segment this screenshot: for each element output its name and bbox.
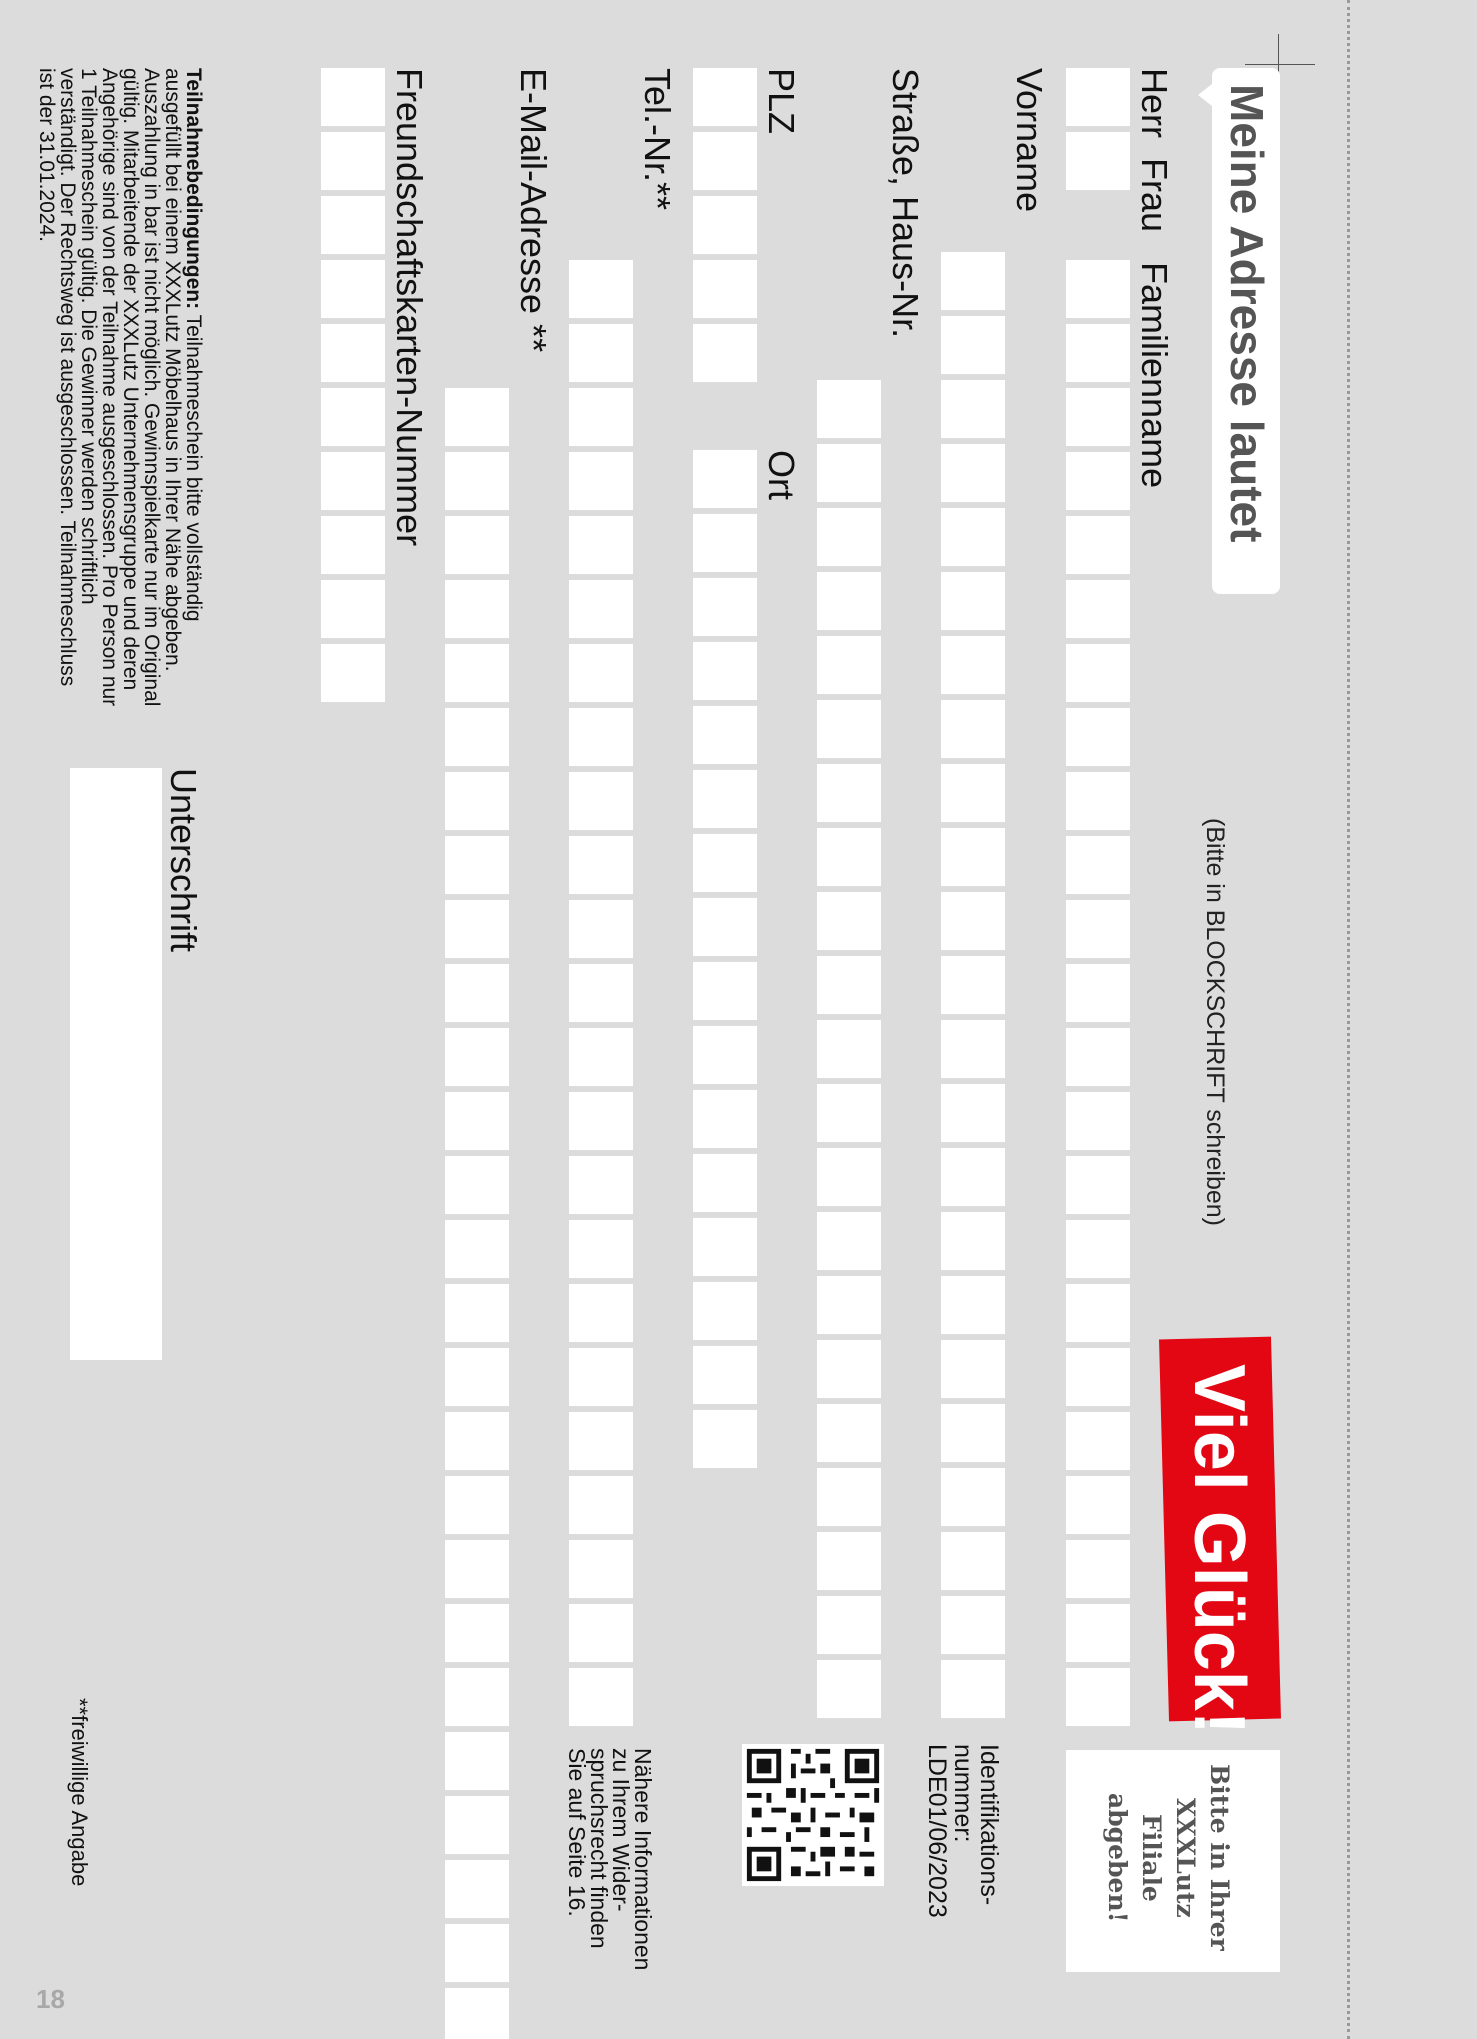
letter-box[interactable] — [1066, 1284, 1130, 1342]
letter-box[interactable] — [693, 1410, 757, 1468]
letter-box[interactable] — [445, 1284, 509, 1342]
letter-box[interactable] — [941, 828, 1005, 886]
letter-box[interactable] — [817, 444, 881, 502]
label-tel: Tel.-Nr.** — [637, 68, 678, 211]
letter-box[interactable] — [693, 260, 757, 318]
letter-box[interactable] — [445, 900, 509, 958]
letter-box[interactable] — [445, 1860, 509, 1918]
label-familienname: Familienname — [1134, 262, 1175, 489]
email-boxes[interactable] — [445, 388, 509, 2039]
strasse-boxes[interactable] — [817, 380, 881, 1718]
letter-box[interactable] — [569, 836, 633, 894]
letter-box[interactable] — [817, 1084, 881, 1142]
letter-box[interactable] — [321, 260, 385, 318]
label-freundschaftskarte: Freundschaftskarten-Nummer — [389, 68, 430, 547]
letter-box[interactable] — [321, 324, 385, 382]
letter-box[interactable] — [693, 1026, 757, 1084]
letter-box[interactable] — [445, 580, 509, 638]
letter-box[interactable] — [941, 1340, 1005, 1398]
store-note: Bitte in Ihrer XXXLutz Filiale abgeben! — [1103, 1764, 1234, 1951]
letter-box[interactable] — [693, 450, 757, 508]
letter-box[interactable] — [445, 772, 509, 830]
page-number: 18 — [36, 1984, 65, 2014]
letter-box[interactable] — [445, 1668, 509, 1726]
letter-box[interactable] — [941, 252, 1005, 310]
letter-box[interactable] — [693, 898, 757, 956]
letter-box[interactable] — [445, 1156, 509, 1214]
letter-box[interactable] — [941, 1596, 1005, 1654]
letter-box[interactable] — [941, 1468, 1005, 1526]
letter-box[interactable] — [693, 834, 757, 892]
tel-boxes[interactable] — [569, 260, 633, 1726]
letter-box[interactable] — [1066, 1668, 1130, 1726]
letter-box[interactable] — [1066, 836, 1130, 894]
label-ort: Ort — [761, 450, 802, 500]
letter-box[interactable] — [569, 772, 633, 830]
letter-box[interactable] — [1066, 1348, 1130, 1406]
letter-box[interactable] — [569, 644, 633, 702]
qr-code — [742, 1744, 884, 1886]
letter-box[interactable] — [445, 1220, 509, 1278]
letter-box[interactable] — [1066, 708, 1130, 766]
checkbox-herr[interactable] — [1066, 68, 1130, 126]
footnote: **freiwillige Angabe — [67, 1698, 92, 1887]
letter-box[interactable] — [445, 964, 509, 1022]
letter-box[interactable] — [321, 580, 385, 638]
letter-box[interactable] — [445, 1348, 509, 1406]
letter-box[interactable] — [1066, 324, 1130, 382]
letter-box[interactable] — [693, 578, 757, 636]
letter-box[interactable] — [569, 1092, 633, 1150]
label-vorname: Vorname — [1009, 68, 1050, 213]
signature-field[interactable] — [70, 768, 162, 1360]
letter-box[interactable] — [569, 452, 633, 510]
letter-box[interactable] — [569, 1412, 633, 1470]
letter-box[interactable] — [569, 388, 633, 446]
letter-box[interactable] — [321, 452, 385, 510]
letter-box[interactable] — [569, 1540, 633, 1598]
letter-box[interactable] — [941, 572, 1005, 630]
crop-mark-horizontal — [1245, 64, 1315, 65]
good-luck-text: Viel Glück! — [1179, 1364, 1259, 1735]
terms-body: Teilnahmeschein bitte vollständig ausgefüllt bei einem XXXLutz Möbelhaus in Ihrer Nähe abgeben. Auszahlung in bar ist nicht möglich. Gewinnspielkarte nur im Original gültig. Mitarbeitende der XXXLutz Unternehmensgruppe und deren Angehörige sind von der Teilnahme ausgeschlossen. Pro Person nur 1 Teilnahmeschein gültig. Die Gewinner werden schriftlich verständigt. Der Rechtsweg ist ausgeschlossen. Teilnahmeschluss ist der 31.01.2024. — [35, 68, 205, 707]
checkbox-frau[interactable] — [1066, 132, 1130, 190]
label-email: E-Mail-Adresse ** — [513, 68, 554, 353]
letter-box[interactable] — [1066, 452, 1130, 510]
letter-box[interactable] — [569, 1668, 633, 1726]
letter-box[interactable] — [817, 956, 881, 1014]
letter-box[interactable] — [445, 1540, 509, 1598]
letter-box[interactable] — [693, 1282, 757, 1340]
letter-box[interactable] — [693, 68, 757, 126]
letter-box[interactable] — [445, 388, 509, 446]
letter-box[interactable] — [445, 1796, 509, 1854]
vorname-boxes[interactable] — [941, 252, 1005, 1718]
letter-box[interactable] — [941, 1148, 1005, 1206]
letter-box[interactable] — [693, 1218, 757, 1276]
letter-box[interactable] — [321, 196, 385, 254]
letter-box[interactable] — [817, 1276, 881, 1334]
letter-box[interactable] — [693, 132, 757, 190]
letter-box[interactable] — [817, 380, 881, 438]
letter-box[interactable] — [1066, 516, 1130, 574]
letter-box[interactable] — [941, 1212, 1005, 1270]
letter-box[interactable] — [941, 1404, 1005, 1462]
letter-box[interactable] — [445, 1732, 509, 1790]
blockschrift-hint: (Bitte in BLOCKSCHRIFT schreiben) — [1201, 818, 1229, 1226]
letter-box[interactable] — [569, 1220, 633, 1278]
terms-heading: Teilnahmebedingungen: — [182, 68, 205, 310]
letter-box[interactable] — [445, 1604, 509, 1662]
letter-box[interactable] — [693, 1090, 757, 1148]
letter-box[interactable] — [941, 316, 1005, 374]
letter-box[interactable] — [569, 516, 633, 574]
letter-box[interactable] — [817, 1660, 881, 1718]
letter-box[interactable] — [569, 708, 633, 766]
letter-box[interactable] — [1066, 1412, 1130, 1470]
letter-box[interactable] — [569, 1156, 633, 1214]
letter-box[interactable] — [693, 514, 757, 572]
letter-box[interactable] — [1066, 1028, 1130, 1086]
letter-box[interactable] — [569, 580, 633, 638]
letter-box[interactable] — [693, 196, 757, 254]
letter-box[interactable] — [941, 1532, 1005, 1590]
letter-box[interactable] — [693, 324, 757, 382]
familienname-boxes[interactable] — [1066, 260, 1130, 1726]
info-revocation: Nähere Informationen zu Ihrem Wider- spruchsrecht finden Sie auf Seite 16. — [564, 1748, 656, 1971]
perforation-line — [1347, 0, 1350, 2039]
letter-box[interactable] — [569, 1348, 633, 1406]
letter-box[interactable] — [693, 962, 757, 1020]
letter-box[interactable] — [941, 700, 1005, 758]
letter-box[interactable] — [445, 1092, 509, 1150]
letter-box[interactable] — [941, 636, 1005, 694]
letter-box[interactable] — [445, 708, 509, 766]
letter-box[interactable] — [817, 892, 881, 950]
letter-box[interactable] — [1066, 1540, 1130, 1598]
letter-box[interactable] — [941, 380, 1005, 438]
letter-box[interactable] — [817, 1468, 881, 1526]
identification-number: Identifikations- nummer: LDE01/06/2023 — [923, 1744, 1003, 1918]
letter-box[interactable] — [941, 444, 1005, 502]
letter-box[interactable] — [1066, 900, 1130, 958]
letter-box[interactable] — [569, 900, 633, 958]
label-frau: Frau — [1134, 158, 1175, 233]
letter-box[interactable] — [941, 956, 1005, 1014]
letter-box[interactable] — [445, 644, 509, 702]
letter-box[interactable] — [569, 1028, 633, 1086]
participation-terms — [36, 68, 204, 708]
letter-box[interactable] — [693, 1346, 757, 1404]
letter-box[interactable] — [569, 964, 633, 1022]
letter-box[interactable] — [817, 636, 881, 694]
letter-box[interactable] — [693, 706, 757, 764]
ort-boxes[interactable] — [693, 450, 757, 1468]
letter-box[interactable] — [817, 1148, 881, 1206]
letter-box[interactable] — [445, 1412, 509, 1470]
letter-box[interactable] — [817, 764, 881, 822]
letter-box[interactable] — [445, 1028, 509, 1086]
letter-box[interactable] — [817, 1532, 881, 1590]
letter-box[interactable] — [569, 260, 633, 318]
letter-box[interactable] — [445, 1924, 509, 1982]
letter-box[interactable] — [569, 1476, 633, 1534]
signature-label: Unterschrift — [163, 768, 204, 953]
letter-box[interactable] — [817, 1404, 881, 1462]
letter-box[interactable] — [445, 1476, 509, 1534]
label-plz: PLZ — [761, 68, 802, 135]
letter-box[interactable] — [941, 1276, 1005, 1334]
letter-box[interactable] — [569, 1284, 633, 1342]
letter-box[interactable] — [445, 452, 509, 510]
label-strasse: Straße, Haus-Nr. — [885, 68, 926, 339]
letter-box[interactable] — [321, 132, 385, 190]
letter-box[interactable] — [817, 700, 881, 758]
letter-box[interactable] — [569, 324, 633, 382]
letter-box[interactable] — [1066, 388, 1130, 446]
letter-box[interactable] — [321, 516, 385, 574]
letter-box[interactable] — [1066, 1476, 1130, 1534]
letter-box[interactable] — [321, 644, 385, 702]
freundschaftskarte-boxes[interactable] — [321, 68, 385, 702]
label-herr: Herr — [1134, 68, 1175, 138]
letter-box[interactable] — [445, 1988, 509, 2039]
letter-box[interactable] — [817, 828, 881, 886]
letter-box[interactable] — [445, 516, 509, 574]
letter-box[interactable] — [817, 1596, 881, 1654]
letter-box[interactable] — [941, 892, 1005, 950]
letter-box[interactable] — [1066, 644, 1130, 702]
letter-box[interactable] — [1066, 1220, 1130, 1278]
letter-box[interactable] — [1066, 260, 1130, 318]
form-title: Meine Adresse lautet — [1221, 84, 1273, 543]
letter-box[interactable] — [941, 508, 1005, 566]
letter-box[interactable] — [321, 388, 385, 446]
letter-box[interactable] — [1066, 1156, 1130, 1214]
letter-box[interactable] — [817, 572, 881, 630]
letter-box[interactable] — [941, 1660, 1005, 1718]
letter-box[interactable] — [693, 1154, 757, 1212]
letter-box[interactable] — [1066, 1604, 1130, 1662]
letter-box[interactable] — [1066, 1092, 1130, 1150]
letter-box[interactable] — [941, 1020, 1005, 1078]
letter-box[interactable] — [445, 836, 509, 894]
letter-box[interactable] — [817, 1212, 881, 1270]
letter-box[interactable] — [569, 1604, 633, 1662]
letter-box[interactable] — [941, 764, 1005, 822]
letter-box[interactable] — [693, 642, 757, 700]
letter-box[interactable] — [817, 508, 881, 566]
letter-box[interactable] — [817, 1020, 881, 1078]
letter-box[interactable] — [1066, 580, 1130, 638]
plz-boxes[interactable] — [693, 68, 757, 382]
letter-box[interactable] — [1066, 964, 1130, 1022]
letter-box[interactable] — [941, 1084, 1005, 1142]
letter-box[interactable] — [321, 68, 385, 126]
letter-box[interactable] — [1066, 772, 1130, 830]
letter-box[interactable] — [693, 770, 757, 828]
letter-box[interactable] — [817, 1340, 881, 1398]
salutation-checkboxes[interactable] — [1066, 68, 1130, 190]
